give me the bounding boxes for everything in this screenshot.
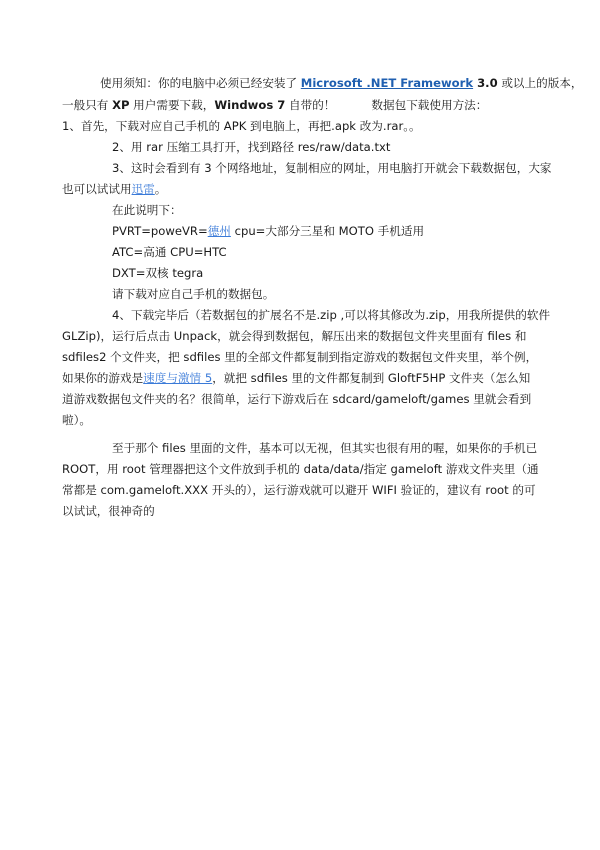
step-3-text: 也可以试试用 (62, 182, 132, 196)
notice-text: 一般只有 (62, 98, 113, 112)
notice-line-1 (100, 75, 583, 91)
pvrt-text: PVRT=poweVR= (112, 224, 208, 238)
files-note-line-4: 以试试，很神奇的 (62, 504, 155, 518)
step-3-line-1: 3、这时会看到有 3 个网络地址，复制相应的网址，用电脑打开就会下载数据包，大家 (112, 161, 552, 175)
step-3-line-2 (62, 181, 166, 197)
step-4-text: 如果你的游戏是 (62, 371, 144, 385)
step-1: 1、首先，下载对应自己手机的 APK 到电脑上，再把.apk 改为.rar。。 (62, 119, 421, 133)
step-4-text-tail: ，就把 sdfiles 里的文件都复制到 GloftF5HP 文件夹（怎么知 (212, 371, 531, 385)
step-4-line-6: 啦）。 (62, 413, 91, 427)
version-number: 3.0 (473, 76, 498, 90)
step-4-line-1: 4、下载完毕后（若数据包的扩展名不是.zip ,可以将其修改为.zip，用我所提供的软件 (112, 308, 551, 322)
step-4-line-3: sdfiles2 个文件夹，把 sdfiles 里的全部文件都复制到指定游戏的数据包文件夹里，举个例， (62, 350, 538, 364)
notice-text: 用户需要下载， (129, 98, 215, 112)
step-4-line-2: GLZip)，运行后点击 Unpack，就会得到数据包，解压出来的数据包文件夹里面有 files 和 (62, 329, 527, 343)
notice-line-2 (62, 97, 487, 113)
xunlei-link[interactable]: 迅雷 (131, 182, 155, 196)
step-4-line-5: 道游戏数据包文件夹的名？很简单，运行下游戏后在 sdcard/gameloft/games 里就会看到 (62, 392, 532, 406)
texas-link[interactable]: 德州 (207, 224, 231, 238)
dxt-line: DXT=双核 tegra (112, 266, 204, 280)
pvrt-text-tail: cpu=大部分三星和 MOTO 手机适用 (230, 224, 425, 238)
files-note-line-1: 至于那个 files 里面的文件，基本可以无视，但其实也很有用的喔，如果你的手机已 (112, 441, 538, 455)
please-download-line: 请下载对应自己手机的数据包。 (112, 287, 275, 301)
step-4-line-4 (62, 370, 530, 386)
xp-label: XP (112, 98, 130, 112)
files-note-line-3: 常都是 com.gameloft.XXX 开头的），运行游戏就可以避开 WIFI 验证的，建议有 root 的可 (62, 483, 536, 497)
notice-text: 使用须知：你的电脑中必须已经安装了 (100, 76, 301, 90)
notice-text: 自带的！ (285, 98, 336, 112)
step-3-text-tail: 。 (154, 182, 167, 196)
explain-heading: 在此说明下： (112, 203, 182, 217)
notice-text-tail: 或以上的版本， (497, 76, 583, 90)
windows7-label: Windwos 7 (214, 98, 286, 112)
atc-line: ATC=高通 CPU=HTC (112, 245, 227, 259)
dotnet-framework-link[interactable]: Microsoft .NET Framework (300, 76, 474, 90)
pvrt-line (112, 223, 424, 239)
files-note-line-2: ROOT，用 root 管理器把这个文件放到手机的 data/data/指定 gameloft 游戏文件夹里（通 (62, 462, 539, 476)
step-2: 2、用 rar 压缩工具打开，找到路径 res/raw/data.txt (112, 140, 391, 154)
download-method-heading: 数据包下载使用方法： (371, 98, 488, 112)
fast-furious-5-link[interactable]: 速度与激情 5 (143, 371, 213, 385)
